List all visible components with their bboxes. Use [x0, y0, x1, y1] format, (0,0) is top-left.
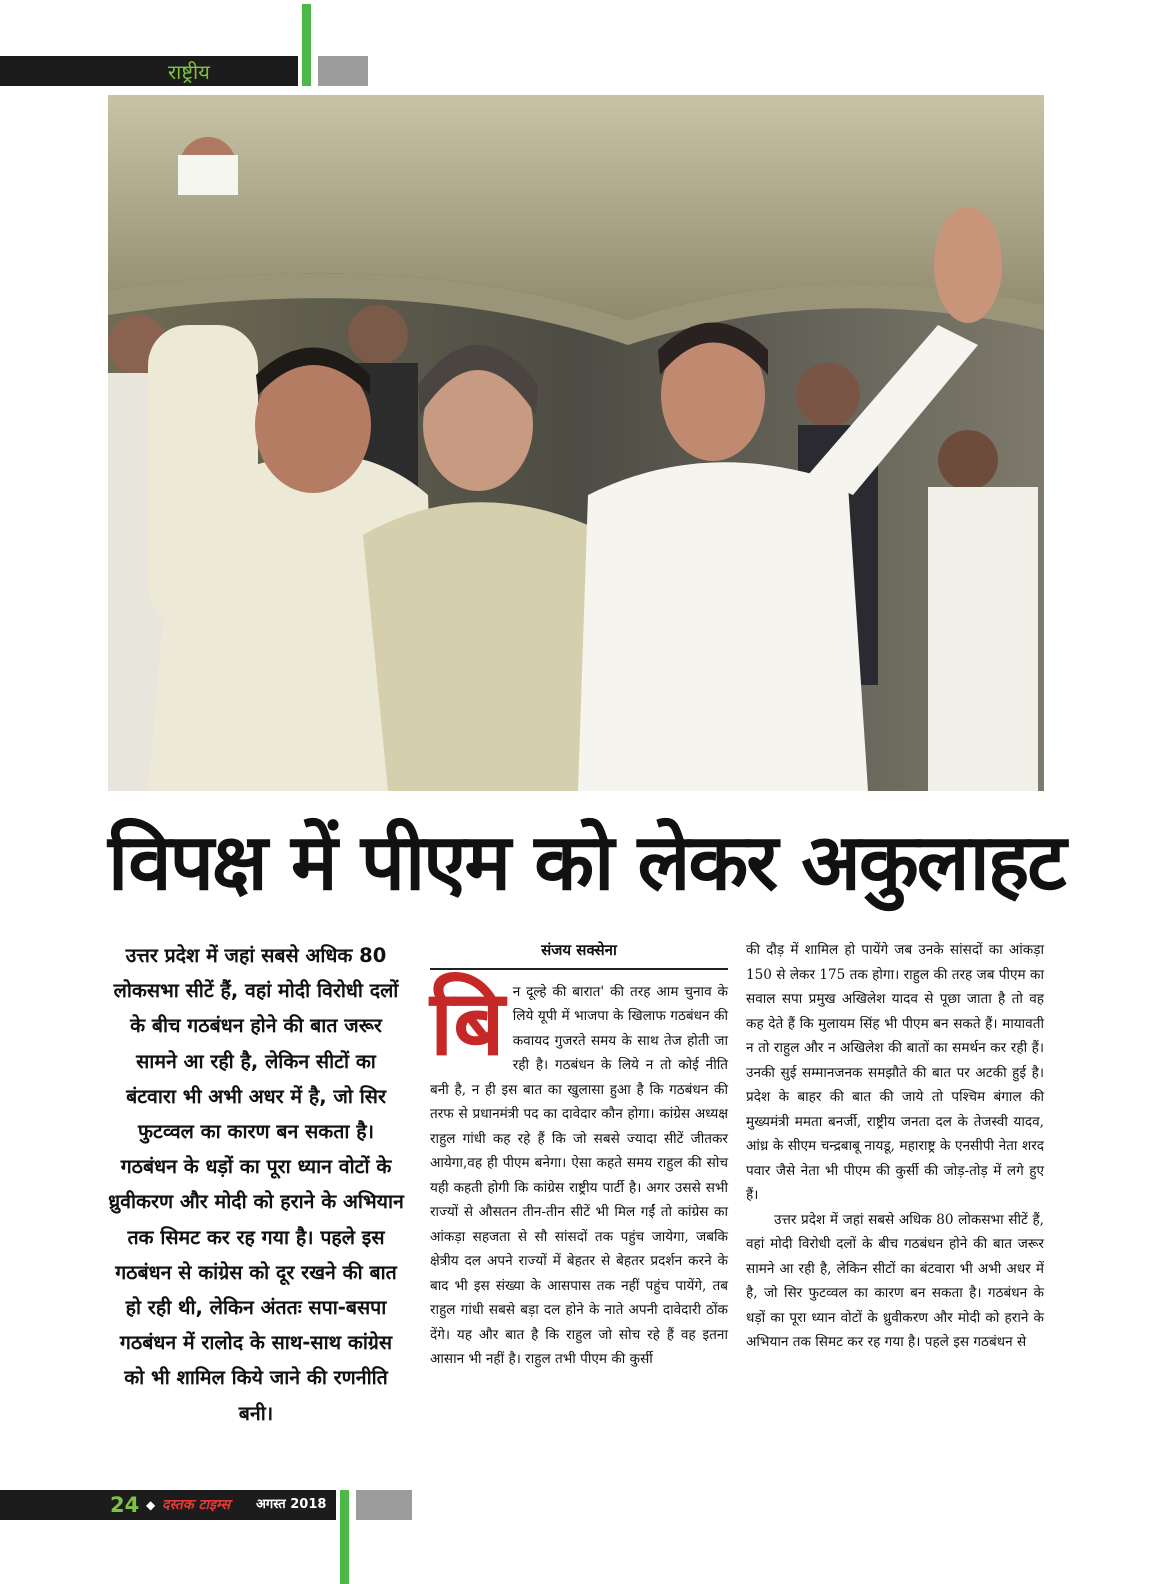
issue-date: अगस्त 2018 [256, 1497, 327, 1512]
footer-bullet: ◆ [146, 1498, 156, 1512]
lead-column [108, 938, 404, 1431]
section-label: राष्ट्रीय [168, 60, 210, 84]
footer-green-rule [340, 1490, 349, 1584]
body-column-right [746, 938, 1044, 1355]
author-byline: संजय सक्सेना [541, 941, 617, 959]
article-headline: विपक्ष में पीएम को लेकर अकुलाहट [108, 818, 1065, 908]
body-column-middle [430, 938, 728, 1372]
section-header-bar [0, 56, 298, 86]
body-paragraph: की दौड़ में शामिल हो पायेंगे जब उनके सांसदों का आंकड़ा 150 से लेकर 175 तक होगा। राहुल की तरह जब पीएम का सवाल सपा प्रमुख अखिलेश यादव से पूछा जाता है तो वह कह देते हैं कि मुलायम सिंह भी पीएम बन सकते हैं। मायावती न तो राहुल और न अखिलेश की बातों का समर्थन कर रही हैं। उनकी सुई सम्मानजनक समझौते की बात पर अटकी हुई है। प्रदेश के बाहर की बात की जाये तो पश्चिम बंगाल की मुख्यमंत्री ममता बनर्जी, राष्ट्रीय जनता दल के तेजस्वी यादव, आंध्र के सीएम चन्द्रबाबू नायडू, महाराष्ट्र के एनसीपी नेता शरद पवार जैसे नेता भी पीएम की कुर्सी की जोड़-तोड़ में लगे हुए हैं। [746, 942, 1044, 1203]
lead-photo [108, 95, 1044, 791]
header-green-rule [302, 4, 311, 86]
lead-text: उत्तर प्रदेश में जहां सबसे अधिक 80 लोकसभा सीटें हैं, वहां मोदी विरोधी दलों के बीच गठबंधन होने की बात जरूर सामने आ रही है, लेकिन सीटों का बंटवारा भी अभी अधर में है, जो सिर फुटव्वल का कारण बन सकता है। गठबंधन के धड़ों का पूरा ध्यान वोटों के ध्रुवीकरण और मोदी को हराने के अभियान तक सिमट कर रह गया है। पहले इस गठबंधन से कांग्रेस को दूर रखने की बात हो रही थी, लेकिन अंततः सपा-बसपा गठबंधन में रालोद के साथ-साथ कांग्रेस को भी शामिल किये जाने की रणनीति बनी। [108, 944, 404, 1425]
header-grey-block [318, 56, 368, 86]
page-number: 24 [110, 1493, 140, 1517]
footer-grey-block [356, 1490, 412, 1520]
byline-block [430, 938, 728, 970]
lead-photo-illustration [108, 95, 1044, 791]
body-paragraph: न दूल्हे की बारात' की तरह आम चुनाव के लिये यूपी में भाजपा के खिलाफ गठबंधन की कवायद गुजरते समय के साथ तेज होती जा रही है। गठबंधन के लिये न तो कोई नीति बनी है, न ही इस बात का खुलासा हुआ है कि गठबंधन की तरफ से प्रधानमंत्री पद का दावेदार कौन होगा। कांग्रेस अध्यक्ष राहुल गांधी कह रहे हैं कि जो सबसे ज्यादा सीटें जीतकर आयेगा,वह ही पीएम बनेगा। ऐसा कहते समय राहुल की सोच यही कहती होगी कि कांग्रेस राष्ट्रीय पार्टी है। अगर उससे सभी राज्यों से औसतन तीन-तीन सीटें भी मिल गईं तो कांग्रेस का आंकड़ा सहजता से सौ सांसदों तक पहुंच जायेगा, जबकि क्षेत्रीय दल अपने राज्यों में बेहतर से बेहतर प्रदर्शन करने के बाद भी इस संख्या के आसपास तक नहीं पहुंच पायेंगे, तब राहुल गांधी सबसे बड़ा दल होने के नाते अपनी दावेदारी ठोंक देंगे। यह और बात है कि राहुल जो सोच रहे हैं वह इतना आसान भी नहीं है। राहुल तभी पीएम की कुर्सी [430, 983, 728, 1367]
drop-cap: बि [430, 970, 505, 1076]
magazine-name: दस्तक टाइम्स [162, 1497, 231, 1513]
body-paragraph: उत्तर प्रदेश में जहां सबसे अधिक 80 लोकसभा सीटें हैं, वहां मोदी विरोधी दलों के बीच गठबंधन होने की बात जरूर सामने आ रही है, लेकिन सीटों का बंटवारा भी अभी अधर में है, जो सिर फुटव्वल का कारण बन सकता है। गठबंधन के धड़ों का पूरा ध्यान वोटों के ध्रुवीकरण और मोदी को हराने के अभियान तक सिमट कर रह गया है। पहले इस गठबंधन से [746, 1211, 1044, 1350]
